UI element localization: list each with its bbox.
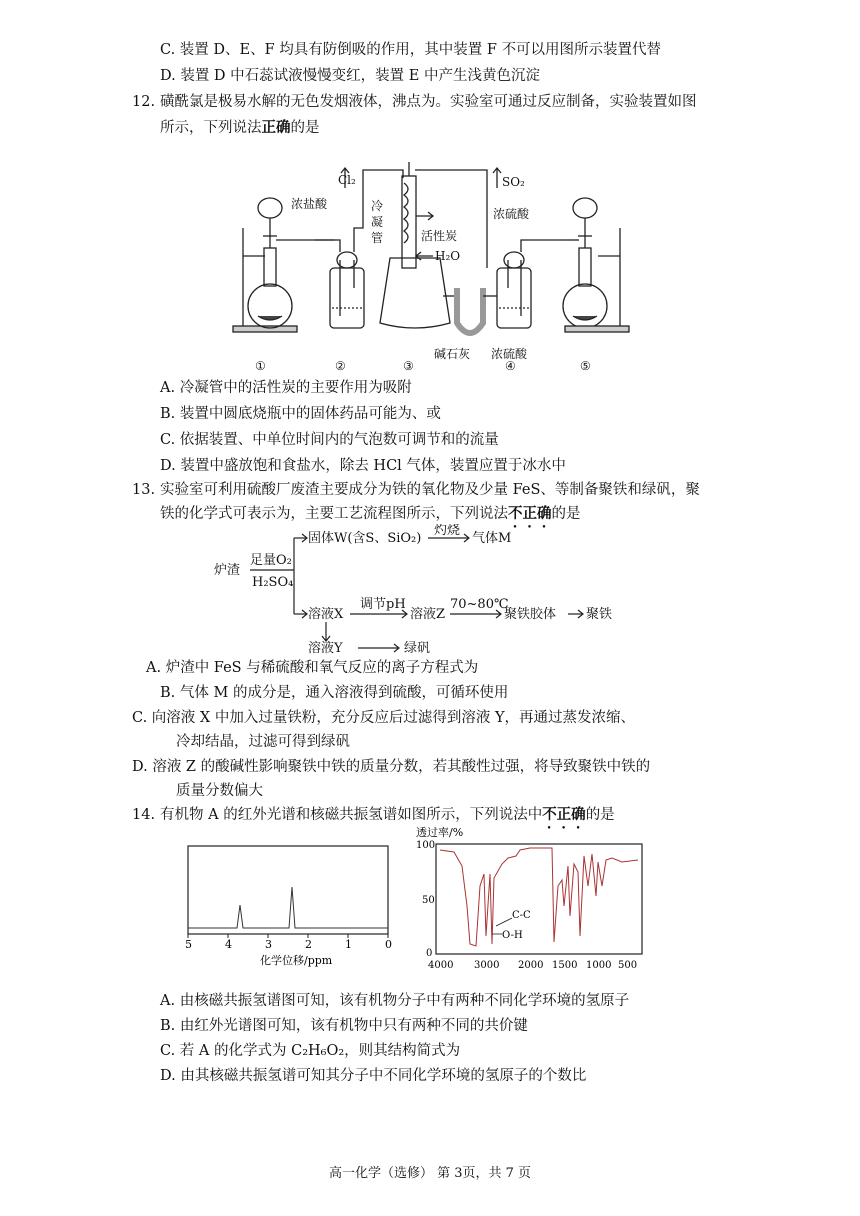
ir-trace <box>440 848 638 946</box>
ir-ytick-50: 50 <box>422 895 435 906</box>
flow-reagent-h2so4: H₂SO₄ <box>252 575 294 590</box>
ir-ytick-100: 100 <box>416 840 436 851</box>
flow-gas-m: 气体M <box>472 531 512 546</box>
q12-option-b: B. 装置中圆底烧瓶中的固体药品可能为、或 <box>160 406 441 422</box>
nmr-tick-label: 5 <box>185 938 192 951</box>
q11-option-c: C. 装置 D、E、F 均具有防倒吸的作用，其中装置 F 不可以用图所示装置代替 <box>160 42 662 58</box>
q14-option-a: A. 由核磁共振氢谱图可知，该有机物分子中有两种不同化学环境的氢原子 <box>160 993 630 1009</box>
q14-option-d: D. 由其核磁共振氢谱可知其分子中不同化学环境的氢原子的个数比 <box>160 1068 587 1084</box>
conc-hcl-label: 浓盐酸 <box>291 197 328 211</box>
q13-option-d-line2: 质量分数偏大 <box>176 783 263 799</box>
condenser-char-3: 管 <box>371 231 384 245</box>
nmr-tick-label: 3 <box>265 938 272 951</box>
q13-stem-line1: 实验室可利用硫酸厂废渣主要成分为铁的氧化物及少量 FeS、等制备聚铁和绿矾，聚 <box>160 482 700 498</box>
conc-h2so4-bottom-label: 浓硫酸 <box>491 347 528 361</box>
ir-xtick-2000: 2000 <box>518 960 544 971</box>
ir-xtick-1500: 1500 <box>552 960 578 971</box>
ir-y-label: 透过率/% <box>416 826 464 839</box>
q14-number: 14. <box>132 807 156 823</box>
soda-lime-label: 碱石灰 <box>434 347 471 361</box>
conc-h2so4-top-label: 浓硫酸 <box>493 207 530 221</box>
flow-slag: 炉渣 <box>214 563 241 578</box>
q13-stem-pre: 铁的化学式可表示为，主要工艺流程图所示，下列说法 <box>160 506 508 522</box>
q12-stem-line1: 磺酰氯是极易水解的无色发烟液体，沸点为。实验室可通过反应制备，实验装置如图 <box>160 94 697 110</box>
flow-solution-y: 溶液Y <box>308 641 343 656</box>
nmr-trace <box>188 887 388 928</box>
flow-burn: 灼烧 <box>434 524 461 538</box>
q13-option-c-line1: C. 向溶液 X 中加入过量铁粉，充分反应后过滤得到溶液 Y，再通过蒸发浓缩、 <box>132 710 636 726</box>
nmr-tick-label: 1 <box>345 938 352 951</box>
q12-number: 12. <box>132 94 156 110</box>
nmr-x-label: 化学位移/ppm <box>260 954 333 967</box>
apparatus-number-1: ① <box>255 359 266 373</box>
q14-stem-post: 的是 <box>585 807 615 823</box>
ir-ytick-0: 0 <box>426 948 433 959</box>
q14-option-b: B. 由红外光谱图可知，该有机物中只有两种不同的共价键 <box>160 1018 528 1034</box>
activated-carbon-label: 活性炭 <box>421 229 458 243</box>
q12-stem-pre: 所示，下列说法 <box>160 120 262 136</box>
so2-label: SO₂ <box>502 175 525 189</box>
ir-xtick-4000: 4000 <box>428 960 454 971</box>
q13-option-a: A. 炉渣中 FeS 与稀硫酸和氧气反应的离子方程式为 <box>146 660 479 676</box>
nmr-spectrum <box>178 840 398 970</box>
nmr-tick-label: 0 <box>385 938 392 951</box>
apparatus-number-5: ⑤ <box>580 359 591 373</box>
condenser-char-1: 冷 <box>371 199 384 213</box>
ir-label-oh: O-H <box>502 930 523 941</box>
q14-option-c: C. 若 A 的化学式为 C₂H₆O₂，则其结构简式为 <box>160 1043 461 1059</box>
q12-apparatus-figure <box>225 148 640 376</box>
flow-solution-x: 溶液X <box>308 607 344 622</box>
apparatus-number-2: ② <box>335 359 346 373</box>
ir-label-cc: C-C <box>512 910 531 921</box>
q14-stem-pre: 有机物 A 的红外光谱和核磁共振氢谱如图所示，下列说法中 <box>160 807 543 823</box>
cl2-label: Cl₂ <box>338 173 356 187</box>
q12-stem-line2 <box>160 118 320 138</box>
q13-stem-post: 的是 <box>551 506 581 522</box>
nmr-tick-label: 4 <box>225 938 232 951</box>
flow-colloid: 聚铁胶体 <box>504 607 557 622</box>
condenser-char-2: 凝 <box>371 215 384 229</box>
q14-stem-key: 不正确 <box>542 806 586 823</box>
ir-spectrum <box>412 826 648 976</box>
ir-xtick-3000: 3000 <box>474 960 500 971</box>
page-footer: 高一化学（选修） 第 3页，共 7 页 <box>328 1166 532 1181</box>
q13-option-b: B. 气体 M 的成分是，通入溶液得到硫酸，可循环使用 <box>160 685 509 701</box>
apparatus-number-3: ③ <box>403 359 414 373</box>
flow-solid-w: 固体W(含S、SiO₂) <box>308 531 422 546</box>
q13-stem-key: 不正确 <box>508 505 552 522</box>
flow-temperature: 70~80℃ <box>450 597 509 612</box>
flow-polyiron: 聚铁 <box>586 607 613 622</box>
q11-option-d: D. 装置 D 中石蕊试液慢慢变红，装置 E 中产生浅黄色沉淀 <box>160 68 540 84</box>
q13-option-d-line1: D. 溶液 Z 的酸碱性影响聚铁中铁的质量分数，若其酸性过强，将导致聚铁中铁的 <box>132 759 651 775</box>
q12-option-a: A. 冷凝管中的活性炭的主要作用为吸附 <box>160 380 412 396</box>
q13-number: 13. <box>132 482 156 498</box>
q12-option-d: D. 装置中盛放饱和食盐水，除去 HCl 气体，装置应置于冰水中 <box>160 458 566 474</box>
q13-process-flowchart <box>210 524 630 660</box>
ir-xtick-1000: 1000 <box>586 960 612 971</box>
nmr-tick-label: 2 <box>305 938 312 951</box>
flow-reagent-o2: 足量O₂ <box>250 553 292 568</box>
ir-xtick-500: 500 <box>618 960 638 971</box>
flow-green-vitriol: 绿矾 <box>404 641 431 656</box>
apparatus-number-4: ④ <box>505 359 516 373</box>
water-label: H₂O <box>435 249 461 263</box>
q12-stem-post: 的是 <box>290 120 320 136</box>
q13-option-c-line2: 冷却结晶，过滤可得到绿矾 <box>176 734 350 750</box>
q12-option-c: C. 依据装置、中单位时间内的气泡数可调节和的流量 <box>160 432 499 448</box>
flow-adjust-ph: 调节pH <box>360 597 406 612</box>
flow-solution-z: 溶液Z <box>410 607 446 622</box>
q12-stem-key: 正确 <box>261 119 291 136</box>
